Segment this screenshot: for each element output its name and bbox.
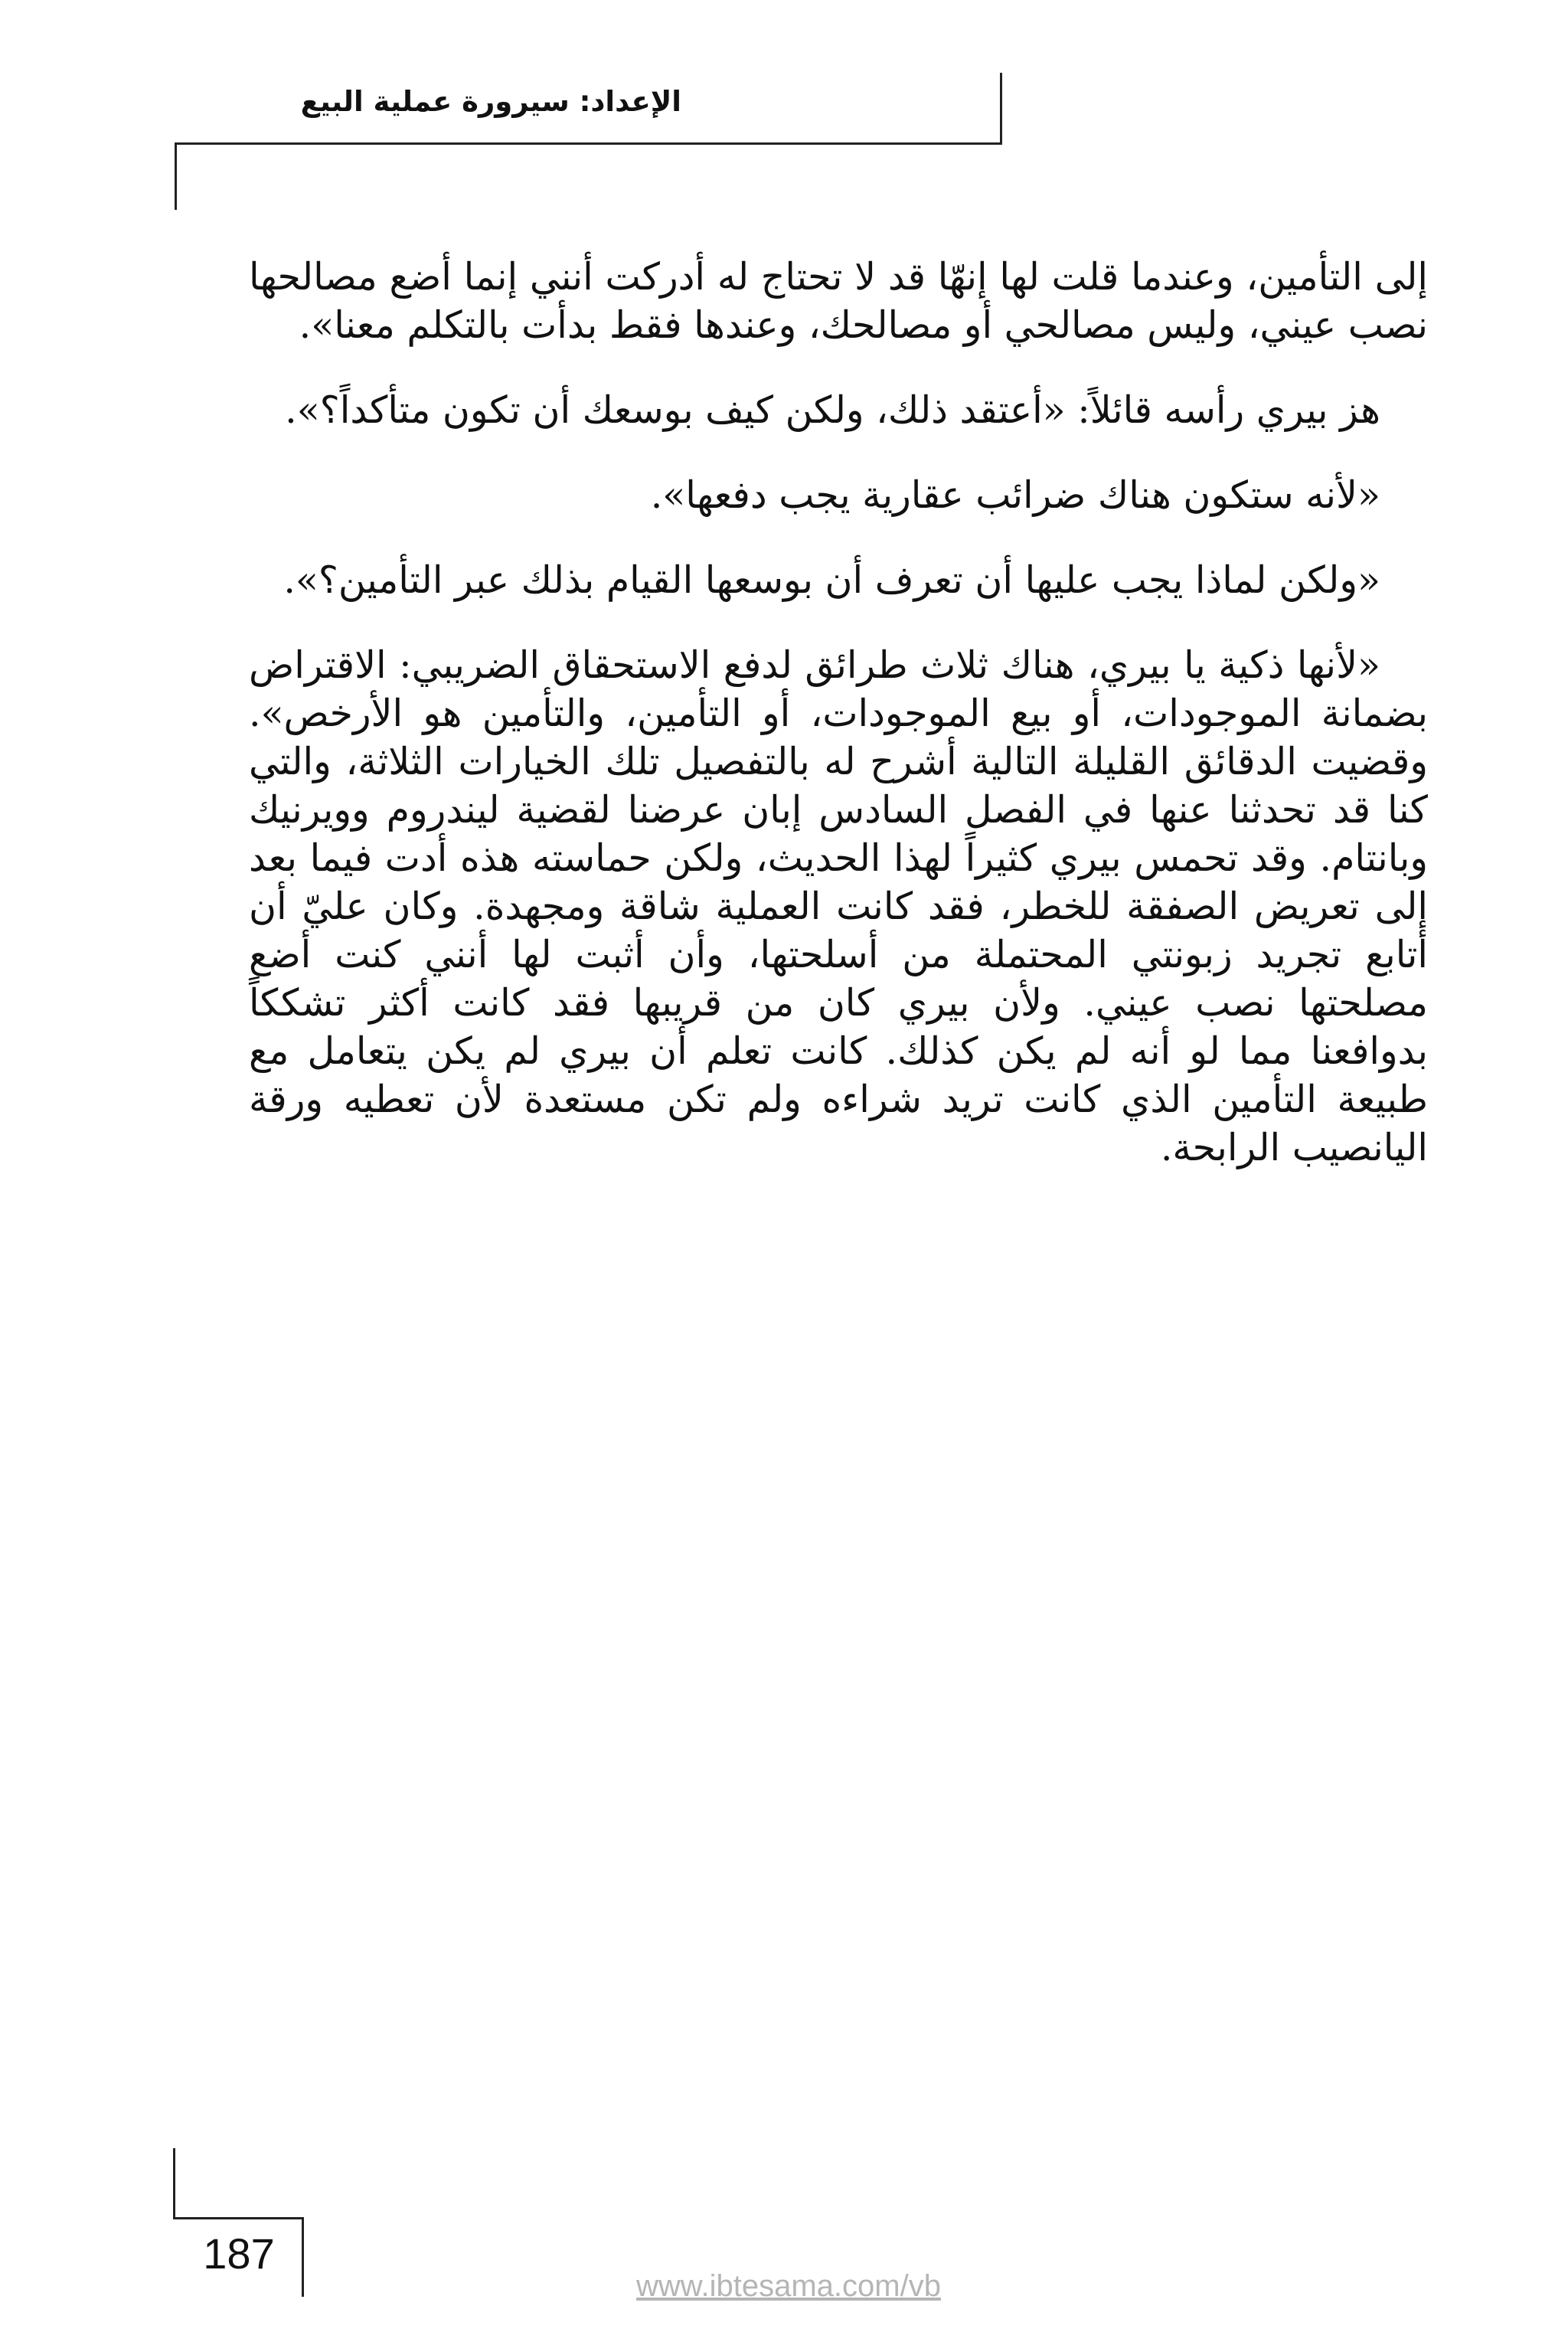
paragraph: هز بيري رأسه قائلاً: «أعتقد ذلك، ولكن كيف بوسعك أن تكون متأكداً؟». [285, 388, 1380, 432]
footer-rule [173, 2217, 303, 2219]
header-rule [176, 142, 1001, 145]
page-number: 187 [203, 2229, 275, 2278]
watermark-link[interactable]: www.ibtesama.com/vb [636, 2269, 941, 2303]
footer-rule-vertical-right [302, 2217, 304, 2297]
paragraph: «ولكن لماذا يجب عليها أن تعرف أن بوسعها القيام بذلك عبر التأمين؟». [283, 558, 1380, 602]
footer-rule-vertical-left [173, 2148, 175, 2219]
body-text [249, 253, 1428, 1209]
running-title: الإعداد: سيرورة عملية البيع [300, 85, 681, 118]
paragraph: إلى التأمين، وعندما قلت لها إنهّا قد لا تحتاج له أدركت أنني إنما أضع مصالحها نصب عيني، وليس مصالحي أو مصالحك، وعندها فقط بدأت بالتكلم معنا». [249, 255, 1428, 347]
header-rule-vertical-right [1000, 73, 1002, 145]
paragraph: «لأنها ذكية يا بيري، هناك ثلاث طرائق لدفع الاستحقاق الضريبي: الاقتراض بضمانة الموجودات، أو بيع الموجودات، أو التأمين، والتأمين هو الأرخص». وقضيت الدقائق القليلة التالية أشرح له بالتفصيل تلك الخيارات الثلاثة، والتي كنا قد تحدثنا عنها في الفصل السادس إبان عرضنا لقضية ليندروم وويرنيك وبانتام. وقد تحمس بيري كثيراً لهذا الحديث، ولكن حماسته هذه أدت فيما بعد إلى تعريض الصفقة للخطر، فقد كانت العملية شاقة ومجهدة. وكان عليّ أن أتابع تجريد زبونتي المحتملة من أسلحتها، وأن أثبت لها أنني كنت أضع مصلحتها نصب عيني. ولأن بيري كان من قريبها فقد كانت أكثر تشككاً بدوافعنا مما لو أنه لم يكن كذلك. كانت تعلم أن بيري لم يكن يتعامل مع طبيعة التأمين الذي كانت تريد شراءه ولم تكن مستعدة لأن تعطيه ورقة اليانصيب الرابحة. [249, 643, 1428, 1169]
header-rule-vertical-left [175, 142, 177, 210]
paragraph: «لأنه ستكون هناك ضرائب عقارية يجب دفعها». [650, 473, 1380, 517]
